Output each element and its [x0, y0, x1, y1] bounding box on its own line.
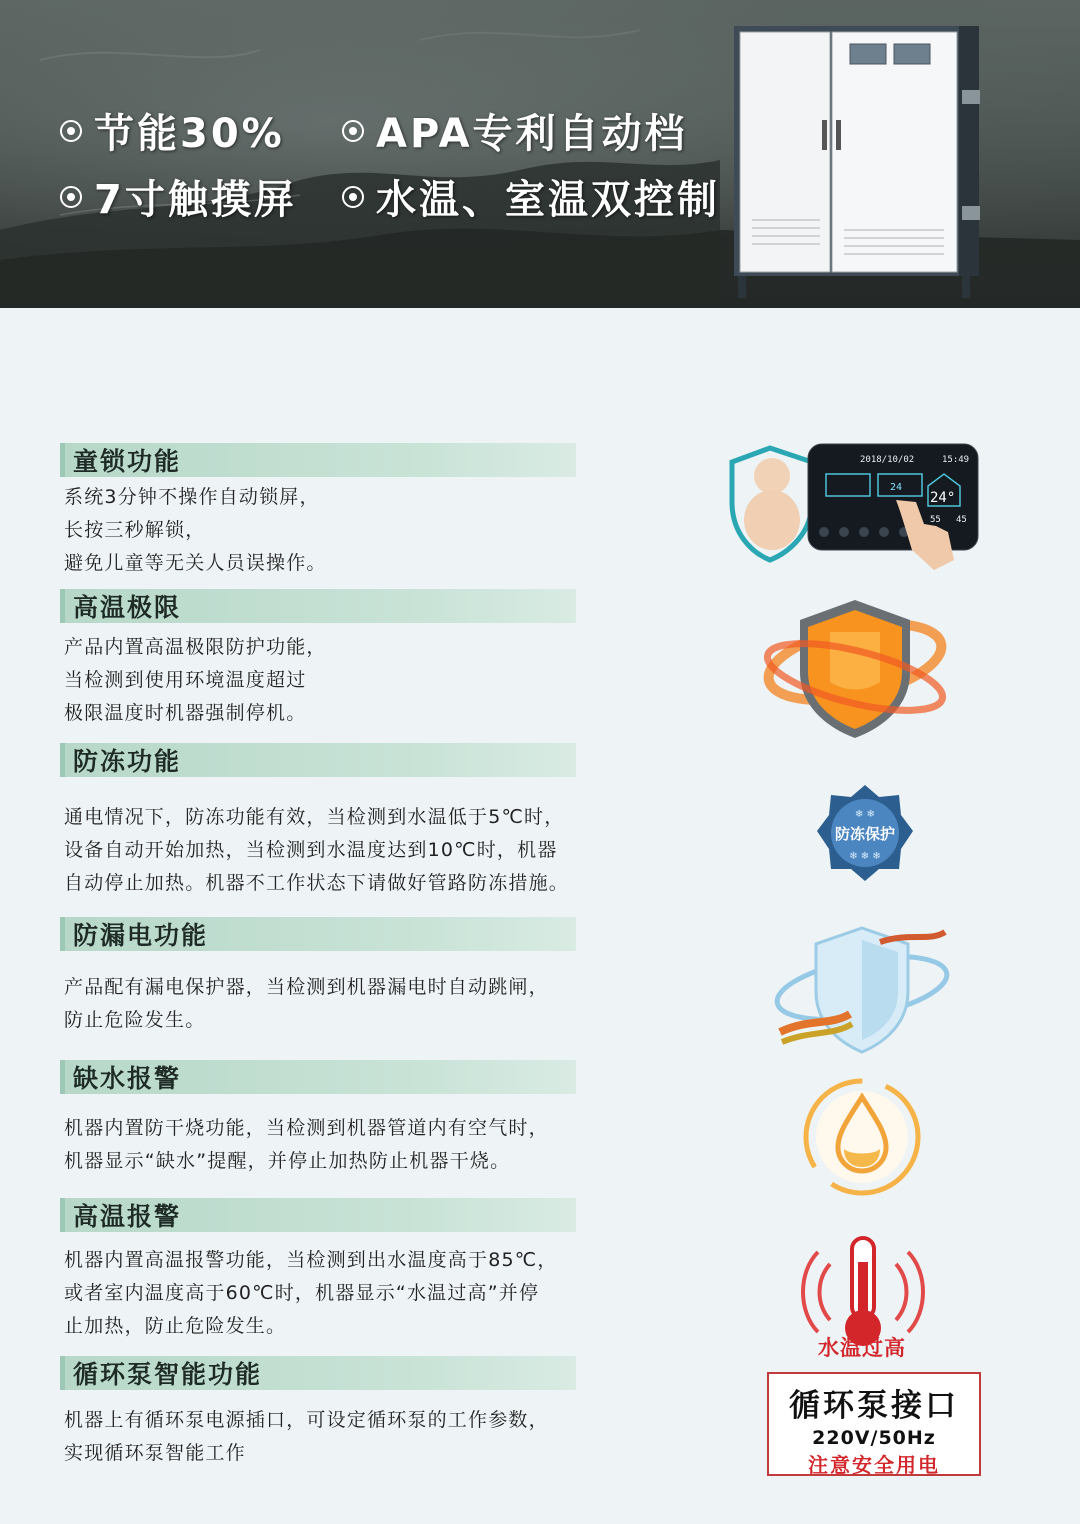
- bullet-icon: [60, 186, 82, 208]
- pump-title: 循环泵接口: [789, 1388, 959, 1424]
- antifreeze-label: 防冻保护: [834, 825, 896, 843]
- feature-touchscreen: 7寸触摸屏: [60, 168, 297, 225]
- panel-time: 15:49: [942, 455, 970, 465]
- section-body: 系统3分钟不操作自动锁屏， 长按三秒解锁， 避免儿童等无关人员误操作。: [64, 486, 327, 574]
- section-title: 缺水报警: [60, 1060, 576, 1094]
- section-title: 高温极限: [60, 589, 576, 623]
- bullet-icon: [60, 120, 82, 142]
- child-lock-illustration: [720, 440, 982, 574]
- section-body: 机器上有循环泵电源插口，可设定循环泵的工作参数， 实现循环泵智能工作: [64, 1409, 549, 1464]
- pump-warning: 注意安全用电: [808, 1453, 940, 1477]
- section-title: 防冻功能: [60, 743, 576, 777]
- high-temp-warning-label: 水温过高: [818, 1336, 906, 1360]
- antifreeze-icon: [815, 783, 915, 883]
- panel-value-right: 45: [956, 515, 967, 525]
- section-high-temp-limit: [60, 589, 620, 730]
- feature-energy-saving: 节能30%: [60, 102, 285, 159]
- section-circulation-pump: [60, 1356, 620, 1470]
- section-title: 循环泵智能功能: [60, 1356, 576, 1390]
- pump-spec: 220V/50Hz: [812, 1427, 936, 1449]
- section-antifreeze: [60, 743, 620, 900]
- section-body: 产品配有漏电保护器，当检测到机器漏电时自动跳闸， 防止危险发生。: [64, 976, 549, 1031]
- section-child-lock: [60, 443, 620, 580]
- bullet-icon: [342, 120, 364, 142]
- feature-apa-patent: APA专利自动档: [342, 102, 688, 159]
- feature-dual-control: 水温、室温双控制: [342, 168, 720, 225]
- bullet-icon: [342, 186, 364, 208]
- section-body: 机器内置防干烧功能，当检测到机器管道内有空气时， 机器显示“缺水”提醒，并停止加热防止机器干烧。: [64, 1117, 549, 1172]
- section-body: 产品内置高温极限防护功能， 当检测到使用环境温度超过 极限温度时机器强制停机。: [64, 636, 327, 724]
- panel-small-temp: 24: [890, 482, 903, 493]
- panel-date: 2018/10/02: [860, 455, 915, 465]
- hero-banner: [0, 0, 1080, 308]
- section-title: 童锁功能: [60, 443, 576, 477]
- section-body: 机器内置高温报警功能，当检测到出水温度高于85℃， 或者室内温度高于60℃时，机器显示“水温过高”并停 止加热，防止危险发生。: [64, 1249, 558, 1337]
- boiler-cabinet-image: [724, 20, 986, 302]
- water-drop-icon: [800, 1075, 925, 1200]
- svg-text:❄ ❄ ❄: ❄ ❄ ❄: [849, 851, 881, 862]
- fire-shield-icon: [760, 592, 950, 742]
- section-leakage-protection: [60, 917, 620, 1037]
- section-high-temp-alarm: [60, 1198, 620, 1343]
- panel-temp: 24°: [930, 490, 956, 506]
- panel-value-left: 55: [930, 515, 941, 525]
- pump-interface-label: [767, 1372, 981, 1476]
- section-water-shortage-alarm: [60, 1060, 620, 1178]
- section-title: 防漏电功能: [60, 917, 576, 951]
- leakage-shield-icon: [770, 922, 955, 1057]
- section-body: 通电情况下，防冻功能有效，当检测到水温低于5℃时， 设备自动开始加热，当检测到水温度达到10℃时，机器 自动停止加热。机器不工作状态下请做好管路防冻措施。: [64, 806, 570, 894]
- svg-text:❄ ❄: ❄ ❄: [855, 809, 875, 820]
- section-title: 高温报警: [60, 1198, 576, 1232]
